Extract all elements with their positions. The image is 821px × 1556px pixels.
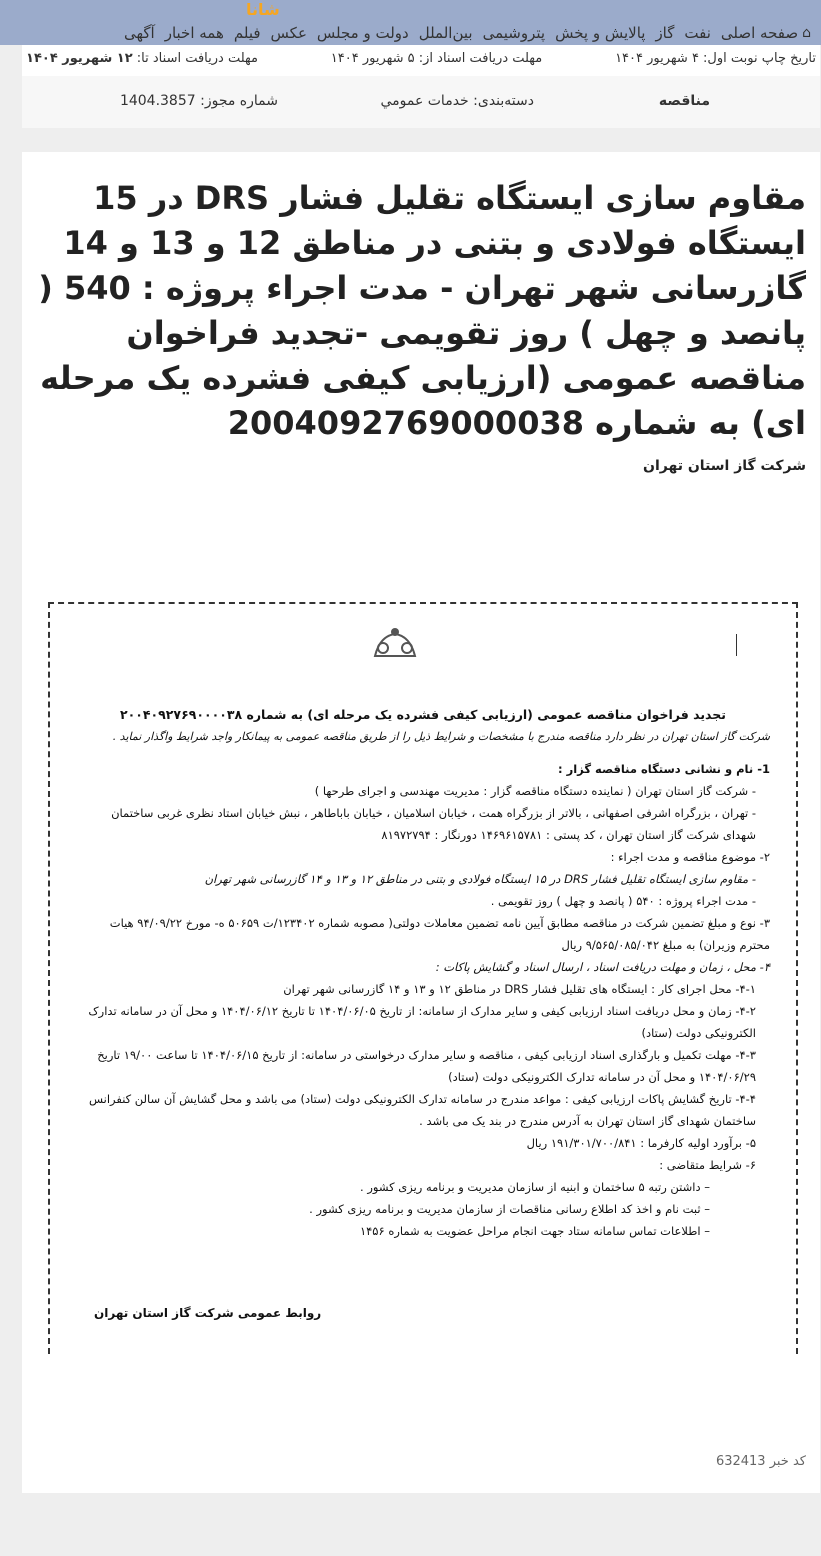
license-number: شماره مجوز: 1404.3857: [119, 93, 278, 109]
nav-item[interactable]: صفحه اصلی: [720, 24, 799, 42]
doc-intro: شرکت گاز استان تهران در نظر دارد مناقصه مندرج با مشخصات و شرایط ذیل را از طریق مناقصه عمومی به پیمانکار واجد شرایط واگذار نماید .: [112, 730, 770, 743]
doc-line: - شرکت گاز استان تهران ( نماینده دستگاه مناقصه گزار : مدیریت مهندسی و اجرای طرحها ): [314, 784, 756, 798]
company-name: شرکت گاز استان تهران: [643, 458, 806, 474]
nav-item[interactable]: گاز: [655, 24, 675, 42]
doc-line: ۳- نوع و مبلغ تضمین شرکت در مناقصه مطابق آیین نامه تضمین معاملات دولتی( مصوبه شماره ۱۲۳۴۰۲/ت ۵۰۶۵۹ ه- مورخ ۹۴/۰۹/۲۲ هیات محترم وزیران) به مبلغ ۹/۵۶۵/۰۸۵/۰۴۲ ریال: [109, 916, 770, 952]
top-nav: [0, 0, 821, 45]
nav-item[interactable]: نفت: [684, 24, 711, 42]
doc-line: 1- نام و نشانی دستگاه مناقصه گزار :: [558, 762, 770, 776]
tender-meta-card: [22, 45, 820, 128]
doc-line: – اطلاعات تماس سامانه ستاد جهت انجام مراحل عضویت به شماره ۱۴۵۶: [359, 1224, 710, 1238]
nav-item[interactable]: پتروشیمی: [482, 24, 546, 42]
doc-line: - تهران ، بزرگراه اشرفی اصفهانی ، بالاتر از بزرگراه همت ، خیابان اسلامیان ، خیابان باباطاهر ، نبش خیابان استاد نظری غربی ساختمان شهدای شرکت گاز استان تهران ، کد پستی : ۱۴۶۹۶۱۵۷۸۱ دورنگار : ۸۱۹۷۲۷۹۴: [111, 806, 756, 842]
nav-item[interactable]: پالایش و پخش: [555, 24, 646, 42]
gas-company-seal: [340, 626, 450, 696]
nav-item[interactable]: آگهی: [123, 24, 155, 42]
doc-line: ۴-۱- محل اجرای کار : ایستگاه های تقلیل فشار DRS در مناطق ۱۲ و ۱۳ و ۱۴ گازرسانی شهر تهران: [283, 982, 756, 996]
nav-item[interactable]: همه اخبار: [164, 24, 224, 42]
doc-line: ۵- برآورد اولیه کارفرما : ۱۹۱/۳۰۱/۷۰۰/۸۴۱ ریال: [526, 1136, 756, 1150]
receive-from: مهلت دریافت اسناد از: ۵ شهریور ۱۴۰۴: [330, 51, 543, 66]
receive-to: مهلت دریافت اسناد تا: ۱۲ شهریور ۱۴۰۴: [26, 51, 258, 66]
doc-line: – داشتن رتبه ۵ ساختمان و ابنیه از سازمان مدیریت و برنامه ریزی کشور .: [360, 1180, 710, 1194]
text-cursor: [736, 634, 737, 656]
doc-line: ۴- محل ، زمان و مهلت دریافت اسناد ، ارسال اسناد و گشایش پاکات :: [435, 960, 770, 974]
doc-line: - مدت اجراء پروژه : ۵۴۰ ( پانصد و چهل ) روز تقویمی .: [490, 894, 756, 908]
home-icon[interactable]: ⌂: [802, 25, 811, 41]
nav-item[interactable]: دولت و مجلس: [316, 24, 409, 42]
article-card: [22, 152, 820, 1493]
category: دسته‌بندی: خدمات عمومي: [380, 93, 534, 109]
doc-line: ۴-۴- تاریخ گشایش پاکات ارزیابی کیفی : مواعد مندرج در سامانه تدارک الکترونیکی دولت (ستاد) می باشد و محل گشایش آن سالن کنفرانس ساختمان شهدای گاز استان تهران به آدرس مندرج در بند یک می باشد .: [88, 1092, 756, 1128]
nav-item[interactable]: بین‌الملل: [418, 24, 473, 42]
doc-line: ۴-۳- مهلت تکمیل و بارگذاری اسناد ارزیابی کیفی ، مناقصه و سایر مدارک درخواستی در سامانه: از تاریخ ۱۴۰۴/۰۶/۱۵ تا ساعت ۱۹/۰۰ تاریخ ۱۴۰۴/۰۶/۲۹ و محل آن در سامانه تدارک الکترونیکی دولت (ستاد): [97, 1048, 756, 1084]
site-logo[interactable]: شانا: [246, 0, 280, 19]
print-date: تاریخ چاپ نوبت اول: ۴ شهریور ۱۴۰۴: [615, 51, 816, 66]
doc-line: ۶- شرایط متقاضی :: [659, 1158, 756, 1172]
doc-line: - مقاوم سازی ایستگاه تقلیل فشار DRS در ۱۵ ایستگاه فولادی و بتنی در مناطق ۱۲ و ۱۳ و ۱۴ گازرسانی شهر تهران: [204, 872, 756, 886]
news-code: کد خبر 632413: [715, 1454, 806, 1469]
nav-item[interactable]: فیلم: [233, 24, 261, 42]
doc-line: ۴-۲- زمان و محل دریافت اسناد ارزیابی کیفی و سایر مدارک از سامانه: از تاریخ ۱۴۰۴/۰۶/۰۵ تا تاریخ ۱۴۰۴/۰۶/۱۲ و محل آن در سامانه تدارک الکترونیکی دولت (ستاد): [88, 1004, 756, 1040]
tender-document-image: [48, 602, 798, 1354]
doc-title: تجدید فراخوان مناقصه عمومی (ارزیابی کیفی فشرده یک مرحله ای) به شماره ۲۰۰۴۰۹۲۷۶۹۰۰۰۰۳۸: [120, 707, 726, 722]
doc-line: – ثبت نام و اخذ کد اطلاع رسانی مناقصات از سازمان مدیریت و برنامه ریزی کشور .: [309, 1202, 710, 1216]
article-title: مقاوم سازی ایستگاه تقلیل فشار DRS در 15 ایستگاه فولادی و بتنی در مناطق 12 و 13 و 14 گازرسانی شهر تهران - مدت اجراء پروژه : 540 ( پانصد و چهل ) روز تقویمی -تجدید فراخوان مناقصه عمومی (ارزیابی کیفی فشرده یک مرحله ای) به شماره 2004092769000038: [38, 179, 806, 442]
nav-item[interactable]: عکس: [270, 24, 307, 42]
doc-line: ۲- موضوع مناقصه و مدت اجراء :: [610, 850, 770, 864]
doc-signature: روابط عمومی شرکت گاز استان تهران: [94, 1306, 322, 1320]
tender-type: مناقصه: [658, 93, 710, 109]
